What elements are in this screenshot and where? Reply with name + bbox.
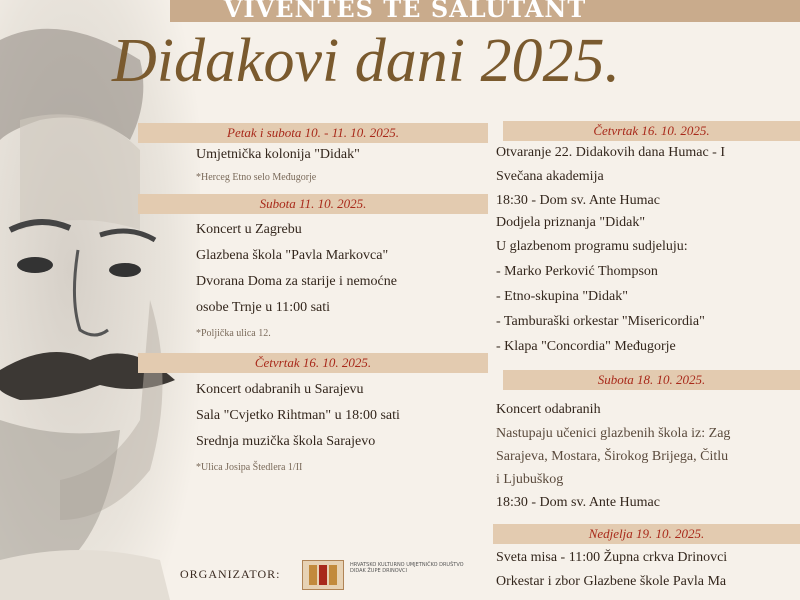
event-line: Dvorana Doma za starije i nemoćne — [196, 274, 397, 289]
event-line: - Klapa "Concordia" Međugorje — [496, 339, 676, 354]
date-band-sat-11: Subota 11. 10. 2025. — [138, 194, 488, 214]
event-line: Sala "Cvjetko Rihtman" u 18:00 sati — [196, 408, 400, 423]
event-line: - Tamburaški orkestar "Misericordia" — [496, 314, 705, 329]
event-line: Srednja muzička škola Sarajevo — [196, 434, 376, 449]
date-band-thu-16-right: Četvrtak 16. 10. 2025. — [503, 121, 800, 141]
event-line: i Ljubuškog — [496, 472, 564, 487]
event-line: Koncert odabranih u Sarajevu — [196, 382, 364, 397]
event-line: U glazbenom programu sudjeluju: — [496, 239, 688, 254]
event-line: Umjetnička kolonija "Didak" — [196, 147, 360, 162]
date-band-sun-19: Nedjelja 19. 10. 2025. — [493, 524, 800, 544]
event-note: *Poljička ulica 12. — [196, 328, 271, 339]
event-line: osobe Trnje u 11:00 sati — [196, 300, 331, 315]
event-note: *Herceg Etno selo Međugorje — [196, 172, 317, 183]
motto: VIVENTES TE SALUTANT — [223, 0, 587, 23]
event-line: Glazbena škola "Pavla Markovca" — [196, 248, 389, 263]
event-line: 18:30 - Dom sv. Ante Humac — [496, 495, 660, 510]
event-line: Orkestar i zbor Glazbene škole Pavla Ma — [496, 574, 727, 589]
date-band-sat-18: Subota 18. 10. 2025. — [503, 370, 800, 390]
event-line: Sveta misa - 11:00 Župna crkva Drinovci — [496, 550, 728, 565]
event-line: Svečana akademija — [496, 169, 604, 184]
event-line: Otvaranje 22. Didakovih dana Humac - I — [496, 145, 725, 160]
event-line: Nastupaju učenici glazbenih škola iz: Zag — [496, 426, 731, 441]
event-line: - Etno-skupina "Didak" — [496, 289, 628, 304]
organizer-logo — [302, 560, 344, 590]
event-line: Sarajeva, Mostara, Širokog Brijega, Čitlu — [496, 449, 729, 464]
organizer-label: ORGANIZATOR: — [180, 567, 281, 581]
date-band-thu-16: Četvrtak 16. 10. 2025. — [138, 353, 488, 373]
event-line: - Marko Perković Thompson — [496, 264, 658, 279]
event-line: Koncert odabranih — [496, 402, 601, 417]
organizer-name: HRVATSKO KULTURNO UMJETNIČKO DRUŠTVO DIDAK ŽUPE DRINOVCI — [350, 562, 464, 574]
date-band-fri-sat: Petak i subota 10. - 11. 10. 2025. — [138, 123, 488, 143]
event-line: Dodjela priznanja "Didak" — [496, 215, 646, 230]
event-line: 18:30 - Dom sv. Ante Humac — [496, 193, 660, 208]
event-line: Koncert u Zagrebu — [196, 222, 302, 237]
page-title: Didakovi dani 2025. — [112, 27, 620, 95]
event-note: *Ulica Josipa Štedlera 1/II — [196, 462, 303, 473]
